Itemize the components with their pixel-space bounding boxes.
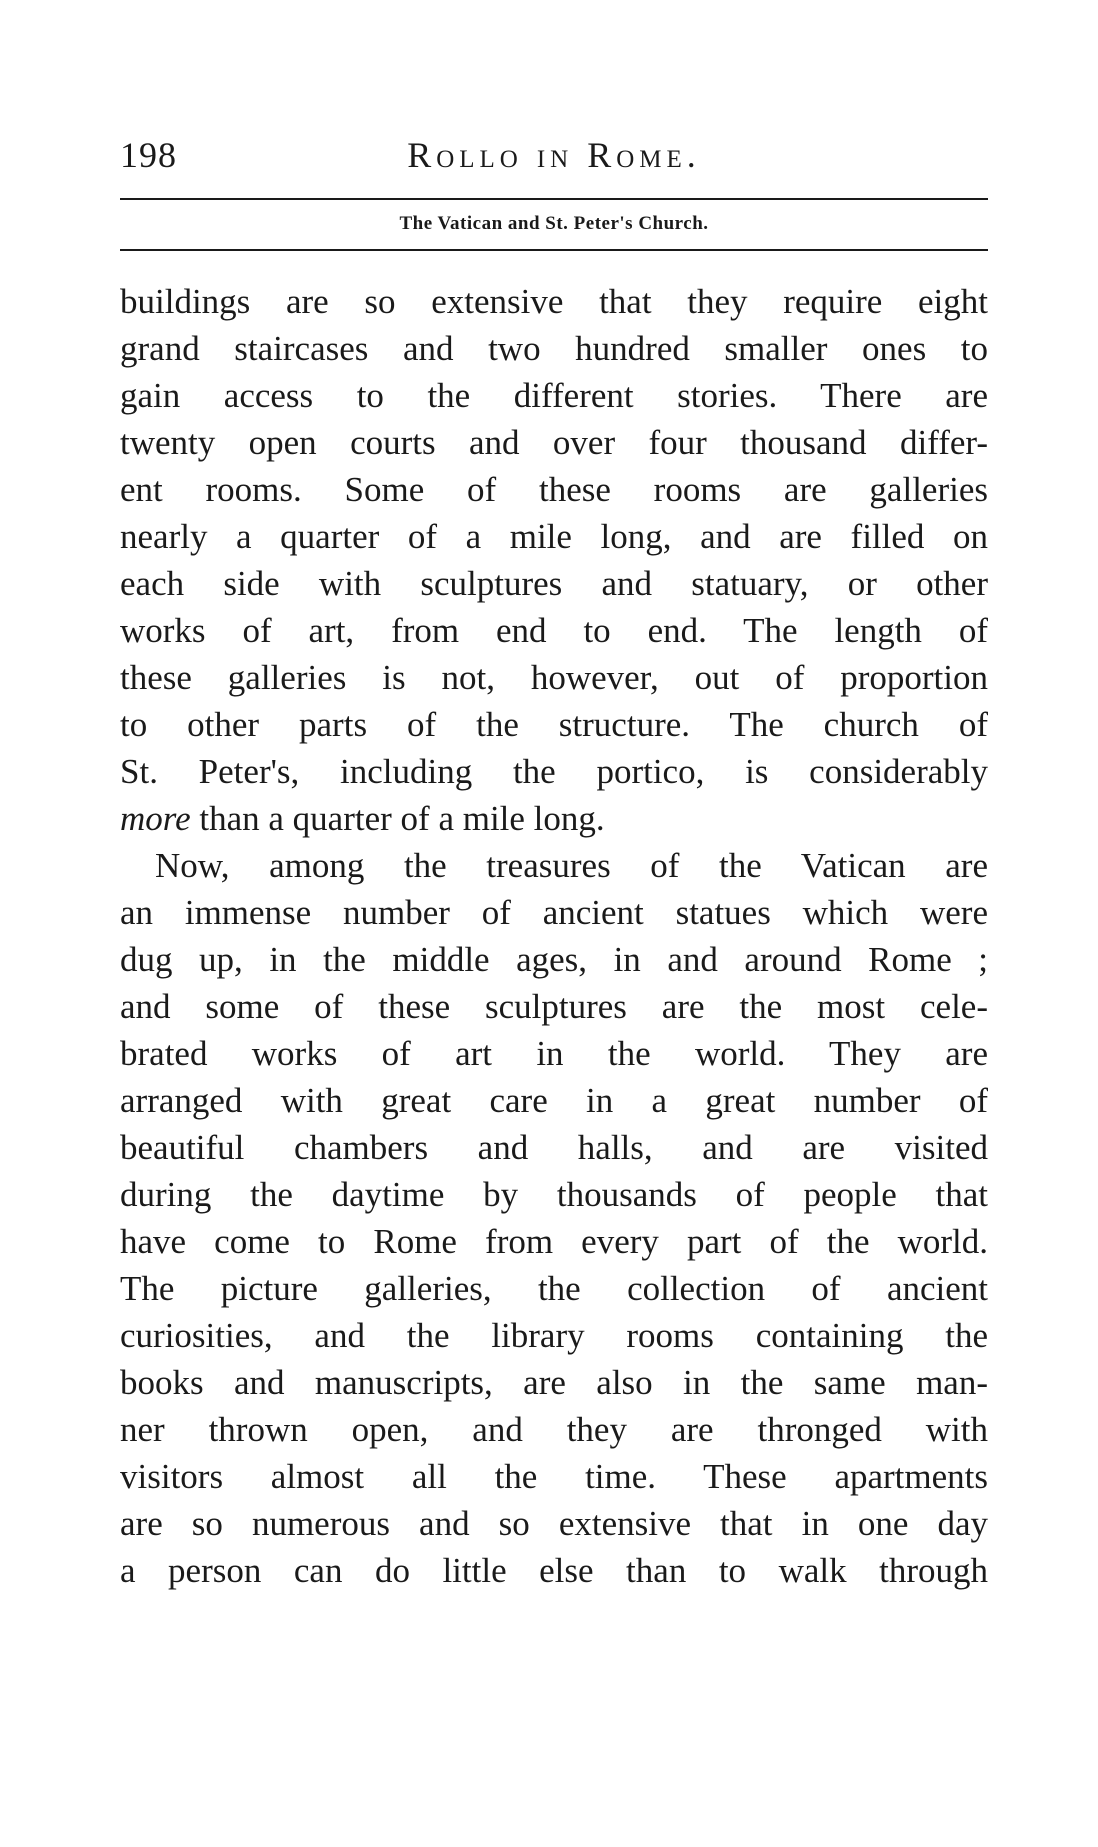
text-line: have come to Rome from every part of the world. [120,1222,988,1261]
text-line: curiosities, and the library rooms containing the [120,1316,988,1355]
text-line: and some of these sculptures are the most cele- [120,987,988,1026]
text-line: nearly a quarter of a mile long, and are filled on [120,517,988,556]
text-line: books and manuscripts, are also in the same man- [120,1363,988,1402]
text-line: works of art, from end to end. The length of [120,611,988,650]
text-line: visitors almost all the time. These apartments [120,1457,988,1496]
text-line-paragraph-end [120,795,988,842]
text-line: an immense number of ancient statues which were [120,893,988,932]
header-rule-top [120,198,988,200]
text-line: to other parts of the structure. The church of [120,705,988,744]
page-number: 198 [120,135,177,175]
text-line: each side with sculptures and statuary, or other [120,564,988,603]
running-head [120,130,988,180]
text-line: a person can do little else than to walk through [120,1551,988,1590]
book-title: Rollo in Rome. [407,135,701,175]
text-line: during the daytime by thousands of people that [120,1175,988,1214]
text-line: The picture galleries, the collection of ancient [120,1269,988,1308]
text-line: beautiful chambers and halls, and are visited [120,1128,988,1167]
header-rule-bottom [120,249,988,251]
text-line: ner thrown open, and they are thronged with [120,1410,988,1449]
text-line: arranged with great care in a great number of [120,1081,988,1120]
text-line: grand staircases and two hundred smaller ones to [120,329,988,368]
text-line: ent rooms. Some of these rooms are galleries [120,470,988,509]
italic-word: more [120,799,191,838]
text-line: brated works of art in the world. They are [120,1034,988,1073]
chapter-subhead: The Vatican and St. Peter's Church. [399,213,709,234]
body-text [120,278,988,1594]
line-rest: than a quarter of a mile long. [190,799,605,838]
text-line: these galleries is not, however, out of proportion [120,658,988,697]
text-line: St. Peter's, including the portico, is considerably [120,752,988,791]
text-line: buildings are so extensive that they require eight [120,282,988,321]
text-line: twenty open courts and over four thousand differ- [120,423,988,462]
text-line-paragraph-start: Now, among the treasures of the Vatican are [155,846,988,885]
text-line: gain access to the different stories. There are [120,376,988,415]
text-line: are so numerous and so extensive that in one day [120,1504,988,1543]
text-line: dug up, in the middle ages, in and around Rome ; [120,940,988,979]
